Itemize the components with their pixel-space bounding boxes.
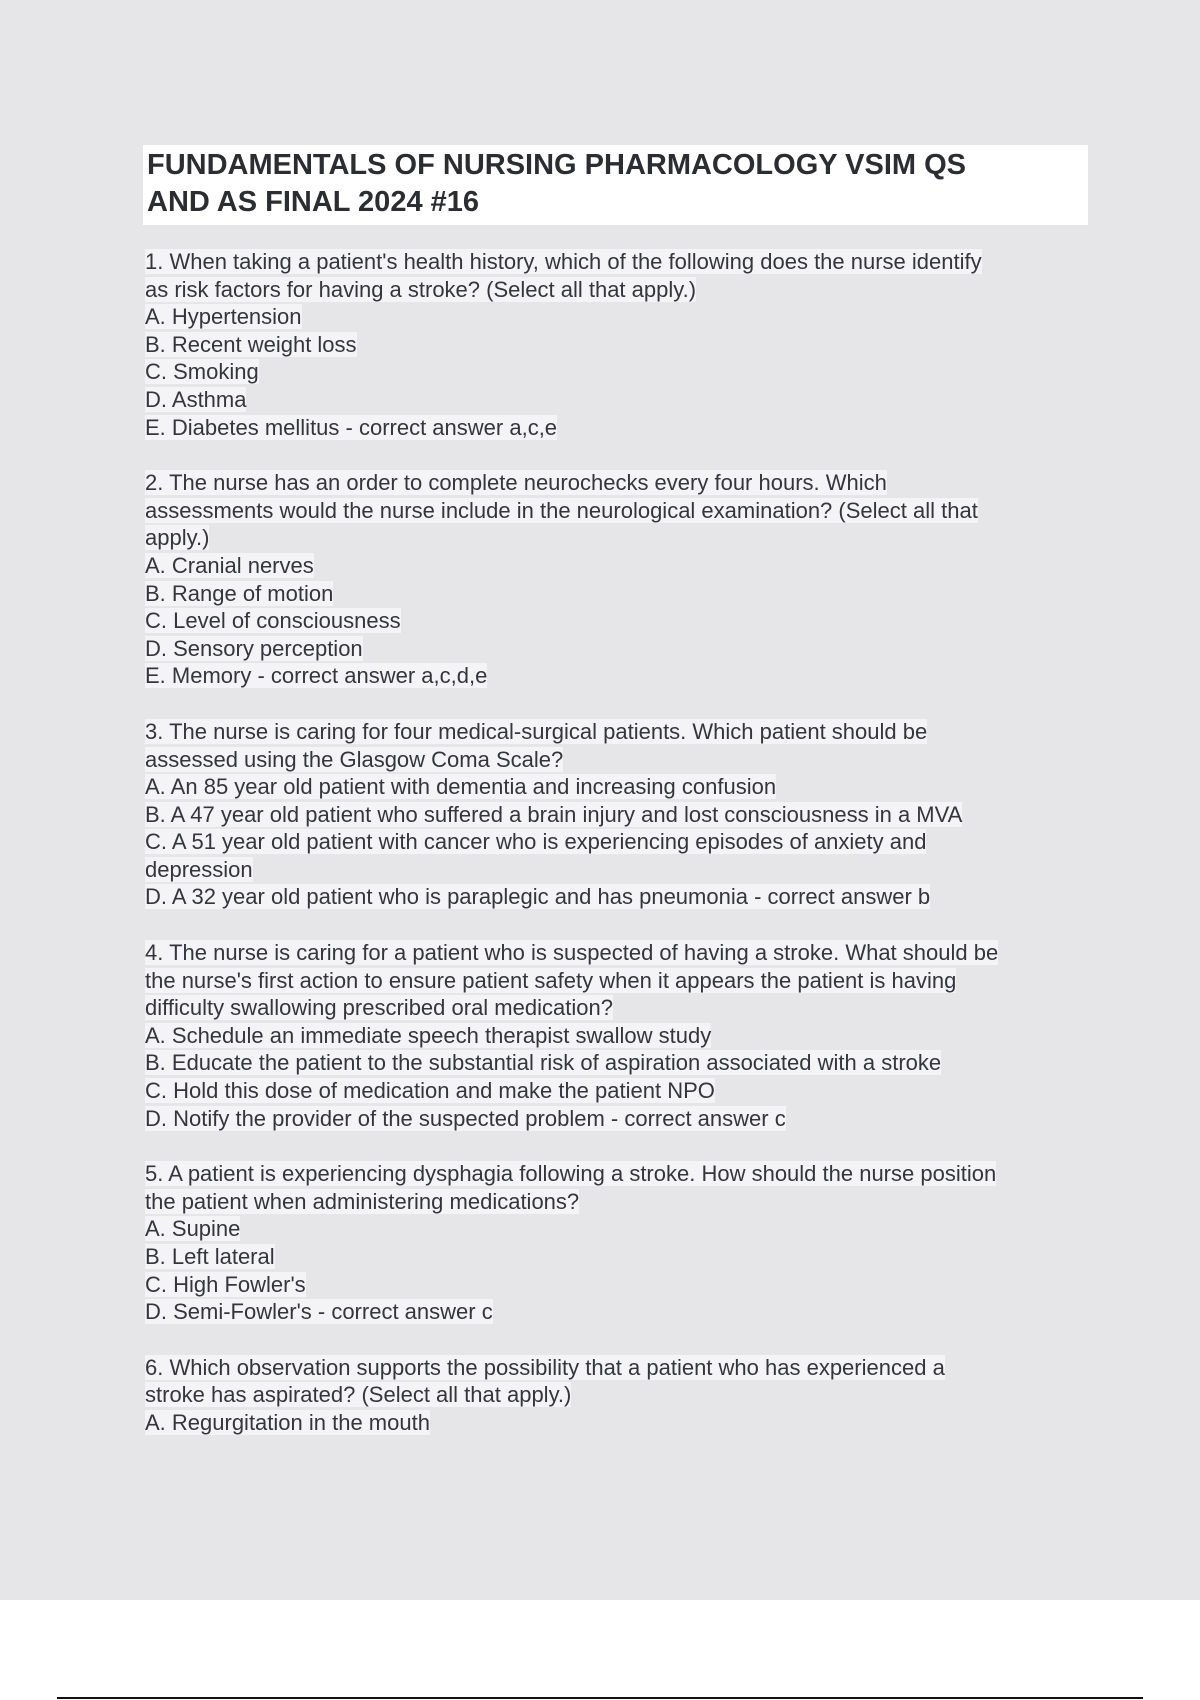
question-text: difficulty swallowing prescribed oral medication? [145,995,613,1021]
answer-option: D. Sensory perception [145,635,363,661]
question-1 [145,248,1105,441]
question-text: assessed using the Glasgow Coma Scale? [145,746,564,772]
question-text: as risk factors for having a stroke? (Select all that apply.) [145,276,697,302]
answer-option: B. Recent weight loss [145,331,357,357]
question-text: 6. Which observation supports the possibility that a patient who has experienced a [145,1354,945,1380]
answer-option: A. Regurgitation in the mouth [145,1409,430,1435]
answer-option: D. A 32 year old patient who is paraplegic and has pneumonia - correct answer b [145,884,931,910]
question-text: the patient when administering medications? [145,1188,580,1214]
question-2 [145,469,1105,690]
answer-option: E. Diabetes mellitus - correct answer a,c,e [145,414,558,440]
footer-rule [57,1697,1143,1699]
answer-option: E. Memory - correct answer a,c,d,e [145,663,488,689]
answer-option: A. Cranial nerves [145,552,314,578]
question-3 [145,718,1105,911]
answer-option: A. An 85 year old patient with dementia and increasing confusion [145,774,777,800]
answer-option: depression [145,856,253,882]
question-text: the nurse's first action to ensure patient safety when it appears the patient is having [145,967,957,993]
answer-option: C. Level of consciousness [145,608,401,634]
question-text: stroke has aspirated? (Select all that apply.) [145,1382,572,1408]
answer-option: C. High Fowler's [145,1271,306,1297]
title-line: FUNDAMENTALS OF NURSING PHARMACOLOGY VSIM QS [147,149,966,181]
question-text: apply.) [145,525,210,551]
question-4 [145,939,1105,1132]
answer-option: D. Asthma [145,386,247,412]
answer-option: B. Range of motion [145,580,334,606]
question-text: assessments would the nurse include in the neurological examination? (Select all that [145,497,978,523]
question-text: 2. The nurse has an order to complete neurochecks every four hours. Which [145,470,887,496]
question-6 [145,1354,1105,1437]
answer-option: C. A 51 year old patient with cancer who is experiencing episodes of anxiety and [145,829,927,855]
question-list [145,248,1105,1465]
question-5 [145,1160,1105,1326]
question-text: 3. The nurse is caring for four medical-surgical patients. Which patient should be [145,718,928,744]
answer-option: C. Hold this dose of medication and make the patient NPO [145,1078,715,1104]
title-line: AND AS FINAL 2024 #16 [147,186,480,218]
question-text: 5. A patient is experiencing dysphagia following a stroke. How should the nurse position [145,1161,997,1187]
document-title [143,145,1088,225]
question-text: 1. When taking a patient's health history, which of the following does the nurse identify [145,249,982,274]
answer-option: A. Supine [145,1216,241,1242]
answer-option: D. Semi-Fowler's - correct answer c [145,1299,493,1325]
answer-option: B. Left lateral [145,1244,275,1269]
answer-option: D. Notify the provider of the suspected problem - correct answer c [145,1105,786,1131]
question-text: 4. The nurse is caring for a patient who is suspected of having a stroke. What should be [145,940,999,966]
answer-option: A. Schedule an immediate speech therapist swallow study [145,1022,712,1048]
answer-option: A. Hypertension [145,304,302,330]
answer-option: B. Educate the patient to the substantial risk of aspiration associated with a stroke [145,1050,942,1076]
answer-option: C. Smoking [145,359,259,385]
answer-option: B. A 47 year old patient who suffered a brain injury and lost consciousness in a MVA [145,801,963,827]
